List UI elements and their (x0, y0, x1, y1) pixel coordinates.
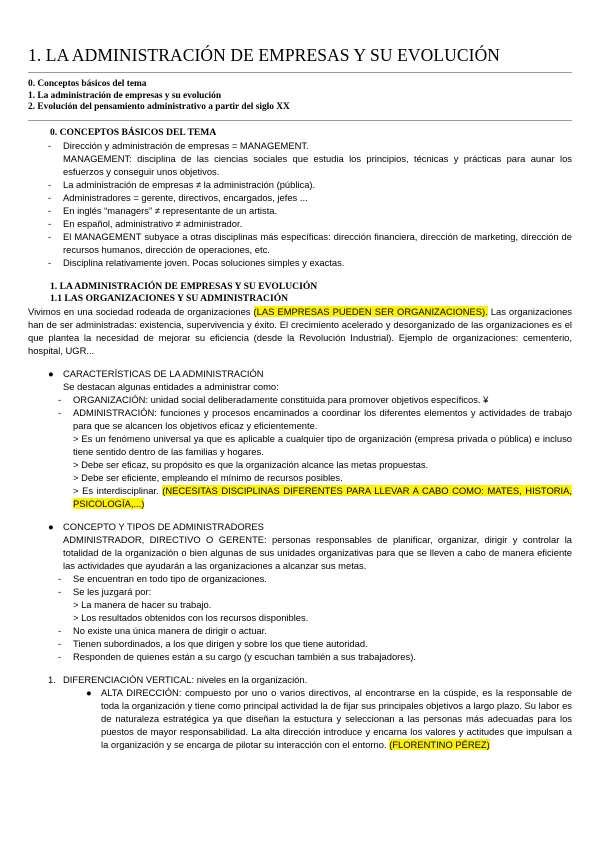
list-item: - Disciplina relativamente joven. Pocas soluciones simples y exactas. (28, 256, 572, 269)
list-item-text: Dirección y administración de empresas = MANAGEMENT. (63, 139, 309, 151)
block-lead: Se destacan algunas entidades a administrar como: (63, 380, 279, 392)
sub-point: > Debe ser eficiente, empleando el mínimo de recursos posibles. (73, 471, 343, 483)
toc-item: 2. Evolución del pensamiento administrativo a partir del siglo XX (28, 102, 290, 112)
page-title: 1. LA ADMINISTRACIÓN DE EMPRESAS Y SU EVOLUCIÓN (28, 45, 501, 65)
section-heading: 0. CONCEPTOS BÁSICOS DEL TEMA (50, 126, 217, 138)
bullet-icon: ● (48, 367, 54, 379)
divider (28, 72, 572, 73)
concepts-list (28, 139, 572, 269)
sub-point: > Es interdisciplinar. (NECESITAS DISCIPLINAS DIFERENTES PARA LLEVAR A CABO COMO: MATES, HISTORIA, PSICOLOGÍA,...) (73, 484, 573, 509)
sub-point: > Es un fenómeno universal ya que es aplicable a cualquier tipo de organización (empresa privada o pública) e incluso tiene sentido dentro de las familias y hogares. (73, 432, 572, 457)
block-title: CARACTERÍSTICAS DE LA ADMINISTRACIÓN (63, 367, 264, 379)
alta-direccion-item: ● ALTA DIRECCIÓN: compuesto por uno o varios directivos, al encontrarse en la cúspide, es la responsable de toda la organización y tiene como principal actividad la de fijar sus principales objetivos a largo plazo. Su labor es de naturaleza estratégica ya que diseñan la estuctura y seleccionan a las personas más adecuadas para los puestos de mayor responsabilidad. La alta dirección introduce y encarna los valores y actitudes que impulsan a la organización y se encarga de pilotar su interacción con el entorno. (FLORENTINO PÉREZ) (86, 686, 572, 750)
intro-paragraph: Vivimos en una sociedad rodeada de organizaciones (LAS EMPRESAS PUEDEN SER ORGANIZACIONES). Las organizaciones han de ser administradas: existencia, supervivencia y éxito. El crecimiento acelerado y desorganizado de las organizaciones es el que plantea la necesidad de mejorar su eficiencia (desde la Revolución Industrial). Ejemplo de organizaciones: cementerio, hospital, UGR... (28, 305, 572, 356)
bullet-icon: ● (86, 686, 92, 698)
sub-point: > Los resultados obtenidos con los recursos disponibles. (73, 611, 309, 623)
list-item: - ORGANIZACIÓN: unidad social deliberadamente constituida para promover objetivos específicos. ¥ (28, 393, 572, 406)
divider (28, 120, 572, 121)
administrators-block (28, 520, 572, 572)
list-item: - En español, administrativo ≠ administrador. (28, 217, 572, 230)
bullet-icon: ● (48, 520, 54, 532)
table-of-contents (28, 79, 572, 114)
block-title: DIFERENCIACIÓN VERTICAL: niveles en la organización. (63, 673, 308, 685)
section-heading: 1. LA ADMINISTRACIÓN DE EMPRESAS Y SU EVOLUCIÓN (50, 280, 318, 292)
management-definition: MANAGEMENT: disciplina de las ciencias sociales que estudia los principios, técnicas y prácticas para aunar los esfuerzos y conseguir unos objetivos. (63, 152, 572, 177)
block-definition: ADMINISTRADOR, DIRECTIVO O GERENTE: personas responsables de planificar, organizar, dirigir y controlar la totalidad de la organización o bien algunas de sus unidades organizativas para que se lleven a cabo de manera eficiente las actividades que ayudarán a las organizaciones a alcanzar sus metas. (63, 533, 572, 571)
list-item: - La administración de empresas ≠ la administración (pública). (28, 178, 572, 191)
highlight: (LAS EMPRESAS PUEDEN SER ORGANIZACIONES). (253, 305, 488, 317)
vertical-differentiation (28, 673, 572, 686)
block-title: CONCEPTO Y TIPOS DE ADMINISTRADORES (63, 520, 264, 532)
sub-point: > Debe ser eficaz, su propósito es que la organización alcance las metas propuestas. (73, 458, 429, 470)
list-item (28, 139, 572, 178)
characteristics-block (28, 367, 572, 393)
administrators-list (28, 572, 572, 663)
list-item: - Tienen subordinados, a los que dirigen y sobre los que tiene autoridad. (28, 637, 572, 650)
subsection-heading: 1.1 LAS ORGANIZACIONES Y SU ADMINISTRACIÓN (50, 292, 289, 304)
highlight: (FLORENTINO PÉREZ) (389, 738, 490, 750)
list-item: - En inglés “managers” ≠ representante de un artista. (28, 204, 572, 217)
list-item: - El MANAGEMENT subyace a otras disciplinas más específicas: dirección financiera, dirección de marketing, dirección de recursos humanos, dirección de operaciones, etc. (28, 230, 572, 256)
list-item: - No existe una única manera de dirigir o actuar. (28, 624, 572, 637)
list-item: - ADMINISTRACIÓN: funciones y procesos encaminados a coordinar los diferentes elementos y actividades de trabajo para que se alcancen los objetivos eficaz y eficientemente. > Es un fenómeno universal ya que es aplicable a cualquier tipo de organización (empresa privada o pública) e incluso tiene sentido dentro de las familias y hogares. > Debe ser eficaz, su propósito es que la organización alcance las metas propuestas. > Debe ser eficiente, empleando el mínimo de recursos posibles. > Es interdisciplinar. (NECESITAS DISCIPLINAS DIFERENTES PARA LLEVAR A CABO COMO: MATES, HISTORIA, PSICOLOGÍA,...) (28, 406, 572, 510)
list-item: - Administradores = gerente, directivos, encargados, jefes ... (28, 191, 572, 204)
toc-item: 0. Conceptos básicos del tema (28, 79, 147, 89)
list-item: - Responden de quienes están a su cargo (y escuchan también a sus trabajadores). (28, 650, 572, 663)
list-item: - Se encuentran en todo tipo de organizaciones. (28, 572, 572, 585)
list-number: 1. (48, 673, 56, 685)
characteristics-list (28, 393, 572, 510)
toc-item: 1. La administración de empresas y su evolución (28, 90, 222, 101)
sub-point: > La manera de hacer su trabajo. (73, 598, 212, 610)
highlight: (NECESITAS DISCIPLINAS DIFERENTES PARA LLEVAR A CABO COMO: MATES, HISTORIA, PSICOLOGÍA,...) (73, 484, 573, 509)
list-item: - Se les juzgará por: > La manera de hacer su trabajo. > Los resultados obtenidos con los recursos disponibles. (28, 585, 572, 624)
